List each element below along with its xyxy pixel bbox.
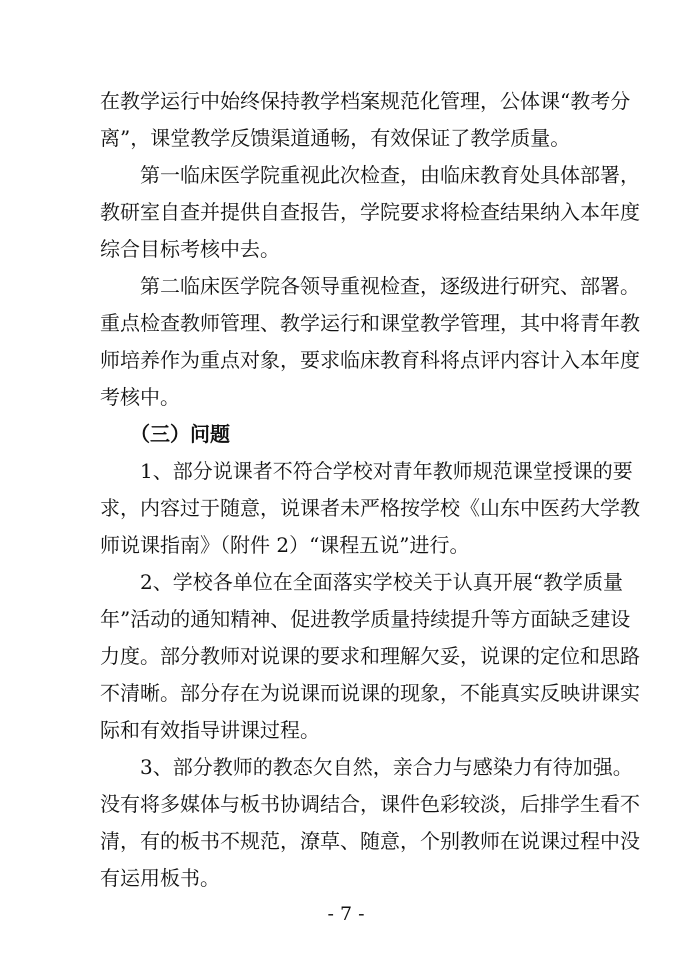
paragraph-line: 不清晰。部分存在为说课而说课的现象，不能真实反映讲课实 [100,681,640,705]
page-number: - 7 - [327,903,365,925]
paragraph-line: 师培养作为重点对象，要求临床教育科将点评内容计入本年度 [100,348,640,372]
paragraph-line: 2、学校各单位在全面落实学校关于认真开展“教学质量 [140,570,623,594]
paragraph-line: 年”活动的通知精神、促进教学质量持续提升等方面缺乏建设 [100,607,631,631]
paragraph-line: 第一临床医学院重视此次检查，由临床教育处具体部署， [140,163,640,187]
paragraph-line: 没有将多媒体与板书协调结合，课件色彩较淡，后排学生看不 [100,792,640,816]
paragraph-line: 第二临床医学院各领导重视检查，逐级进行研究、部署。 [140,274,640,298]
paragraph-line: 重点检查教师管理、教学运行和课堂教学管理，其中将青年教 [100,311,640,335]
paragraph-line: 在教学运行中始终保持教学档案规范化管理，公体课“教考分 [100,89,631,113]
paragraph-line: 1、部分说课者不符合学校对青年教师规范课堂授课的要 [140,459,633,483]
paragraph-line: 离”，课堂教学反馈渠道通畅，有效保证了教学质量。 [100,126,571,150]
paragraph-line: 有运用板书。 [100,866,220,890]
paragraph-line: 师说课指南》（附件 2）“课程五说”进行。 [100,533,470,557]
paragraph-line: 清，有的板书不规范，潦草、随意，个别教师在说课过程中没 [100,829,640,853]
paragraph-line: 教研室自查并提供自查报告，学院要求将检查结果纳入本年度 [100,200,640,224]
paragraph-line: 力度。部分教师对说课的要求和理解欠妥，说课的定位和思路 [100,644,640,668]
paragraph-line: 考核中。 [100,385,180,409]
paragraph-line: 求，内容过于随意，说课者未严格按学校《山东中医药大学教 [100,496,640,520]
paragraph-line: 3、部分教师的教态欠自然，亲合力与感染力有待加强。 [140,755,633,779]
paragraph-line: 际和有效指导讲课过程。 [100,718,320,742]
paragraph-line: 综合目标考核中去。 [100,237,280,261]
section-heading: （三）问题 [130,422,230,446]
